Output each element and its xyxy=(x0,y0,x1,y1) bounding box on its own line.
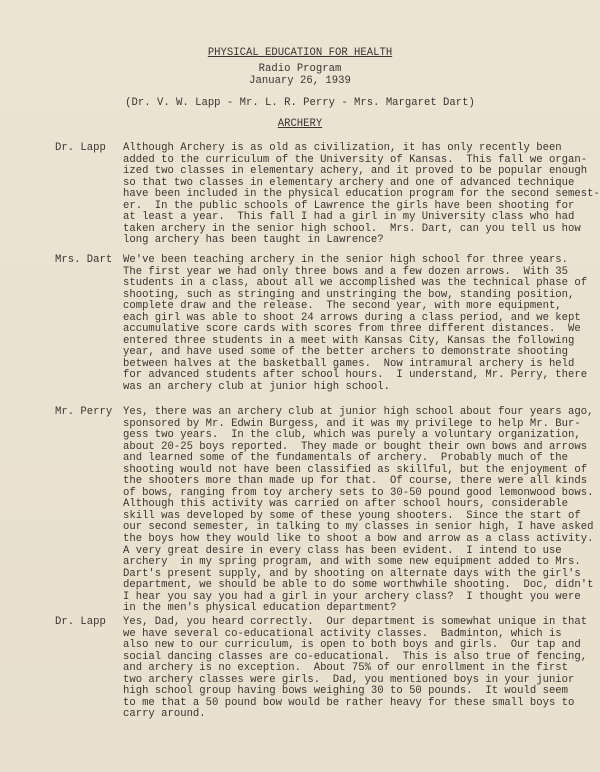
text-line: at least a year. This fall I had a girl in my University class who had xyxy=(123,211,575,224)
participants: (Dr. V. W. Lapp - Mr. L. R. Perry - Mrs. Margaret Dart) xyxy=(125,97,475,109)
text-line: two archery classes were girls. Dad, you mentioned boys in your junior xyxy=(123,673,575,686)
document-subtitle: Radio Program xyxy=(258,63,342,75)
text-line: and learned some of the fundamentals of archery. Probably much of the xyxy=(123,452,569,465)
text-line: social dancing classes are co-educational. This is also true of fencing, xyxy=(123,650,588,663)
text-line: Yes, there was an archery club at junior high school about four years ago, xyxy=(123,406,594,418)
text-line: taken archery in the senior high school. Mrs. Dart, can you tell us how xyxy=(123,222,581,235)
text-line: between halves at the basketball games. Now intramural archery is held xyxy=(123,357,575,370)
speaker-name: Mrs. Dart xyxy=(55,254,113,266)
text-line: er. In the public schools of Lawrence the girls have been shooting for xyxy=(123,199,575,212)
text-line: our second semester, in talking to my classes in senior high, I have asked xyxy=(123,521,594,534)
text-line: Dart's present supply, and by shooting on alternate days with the girl's xyxy=(123,567,581,580)
text-line: Although Archery is as old as civilization, it has only recently been xyxy=(123,142,562,154)
document-title: PHYSICAL EDUCATION FOR HEALTH xyxy=(207,47,393,59)
text-line: shooting, such as stringing and unstringing the bow, standing position, xyxy=(123,288,575,301)
text-line: department, we should be able to do some worthwhile shooting. Doc, didn't xyxy=(123,579,594,592)
text-line: year, and have used some of the better archers to demonstrate shooting xyxy=(123,346,569,359)
text-line: The first year we had only three bows and a few dozen arrows. With 35 xyxy=(123,265,569,278)
text-line: of bows, ranging from toy archery sets to 30-50 pound good lemonwood bows. xyxy=(123,486,594,499)
text-line: also new to our curriculum, is open to both boys and girls. Our tap and xyxy=(123,639,581,652)
text-line: Although this activity was carried on after school hours, considerable xyxy=(123,498,569,511)
text-line: gess two years. In the club, which was purely a voluntary organization, xyxy=(123,429,581,442)
text-line: each girl was able to shoot 24 arrows during a class period, and we kept xyxy=(123,311,581,324)
text-line: the boys how they would like to shoot a bow and arrow as a class activity. xyxy=(123,533,594,546)
speaker-name: Dr. Lapp xyxy=(55,142,106,154)
text-line: A very great desire in every class has been evident. I intend to use xyxy=(123,544,562,557)
text-line: Yes, Dad, you heard correctly. Our department is somewhat unique in that xyxy=(123,616,588,628)
text-line: accumulative score cards with scores from three different distances. We xyxy=(123,323,581,336)
text-line: skill was developed by some of these young shooters. Since the start of xyxy=(123,509,581,522)
text-line: was an archery club at junior high school. xyxy=(123,381,391,394)
text-line: for advanced students after school hours. I understand, Mr. Perry, there xyxy=(123,369,588,382)
text-line: in the men's physical education department? xyxy=(123,602,397,615)
text-line: about 20-25 boys reported. They made or bought their own bows and arrows xyxy=(123,440,588,453)
text-line: students in a class, about all we accomplished was the technical phase of xyxy=(123,277,588,290)
speaker-name: Mr. Perry xyxy=(55,406,113,418)
text-line: I hear you say you had a girl in your archery class? I thought you were xyxy=(123,590,581,603)
text-line: so that two classes in elementary archery and one of advanced technique xyxy=(123,176,575,189)
text-line: have been included in the physical education program for the second semest- xyxy=(123,188,600,201)
text-line: archery in my spring program, and with some new equipment added to Mrs. xyxy=(123,556,581,569)
text-line: we have several co-educational activity classes. Badminton, which is xyxy=(123,627,562,640)
text-line: high school group having bows weighing 30 to 50 pounds. It would seem xyxy=(123,685,569,698)
speaker-name: Dr. Lapp xyxy=(55,616,106,628)
document-date: January 26, 1939 xyxy=(249,75,351,87)
text-line: entered three students in a meet with Kansas City, Kansas the following xyxy=(123,334,575,347)
topic-heading: ARCHERY xyxy=(277,118,323,130)
text-line: and archery is no exception. About 75% of our enrollment in the first xyxy=(123,662,569,675)
speech-paragraph xyxy=(123,255,587,394)
text-line: ized two classes in elementary achery, and it proved to be popular enough xyxy=(123,165,588,178)
text-line: shooting would not have been classified as skillful, but the enjoyment of xyxy=(123,463,588,476)
text-line: the shooters more than made up for that. Of course, there were all kinds xyxy=(123,475,588,488)
text-line: added to the curriculum of the University of Kansas. This fall we organ- xyxy=(123,153,588,166)
text-line: sponsored by Mr. Edwin Burgess, and it was my privilege to help Mr. Bur- xyxy=(123,417,581,430)
speech-paragraph xyxy=(123,143,600,247)
text-line: carry around. xyxy=(123,708,206,721)
text-line: long archery has been taught in Lawrence? xyxy=(123,234,384,247)
speech-paragraph xyxy=(123,407,593,615)
text-line: complete draw and the release. The second year, with more equipment, xyxy=(123,300,562,313)
text-line: to me that a 50 pound bow would be rather heavy for these small boys to xyxy=(123,696,575,709)
text-line: We've been teaching archery in the senior high school for three years. xyxy=(123,254,569,266)
speech-paragraph xyxy=(123,617,587,721)
